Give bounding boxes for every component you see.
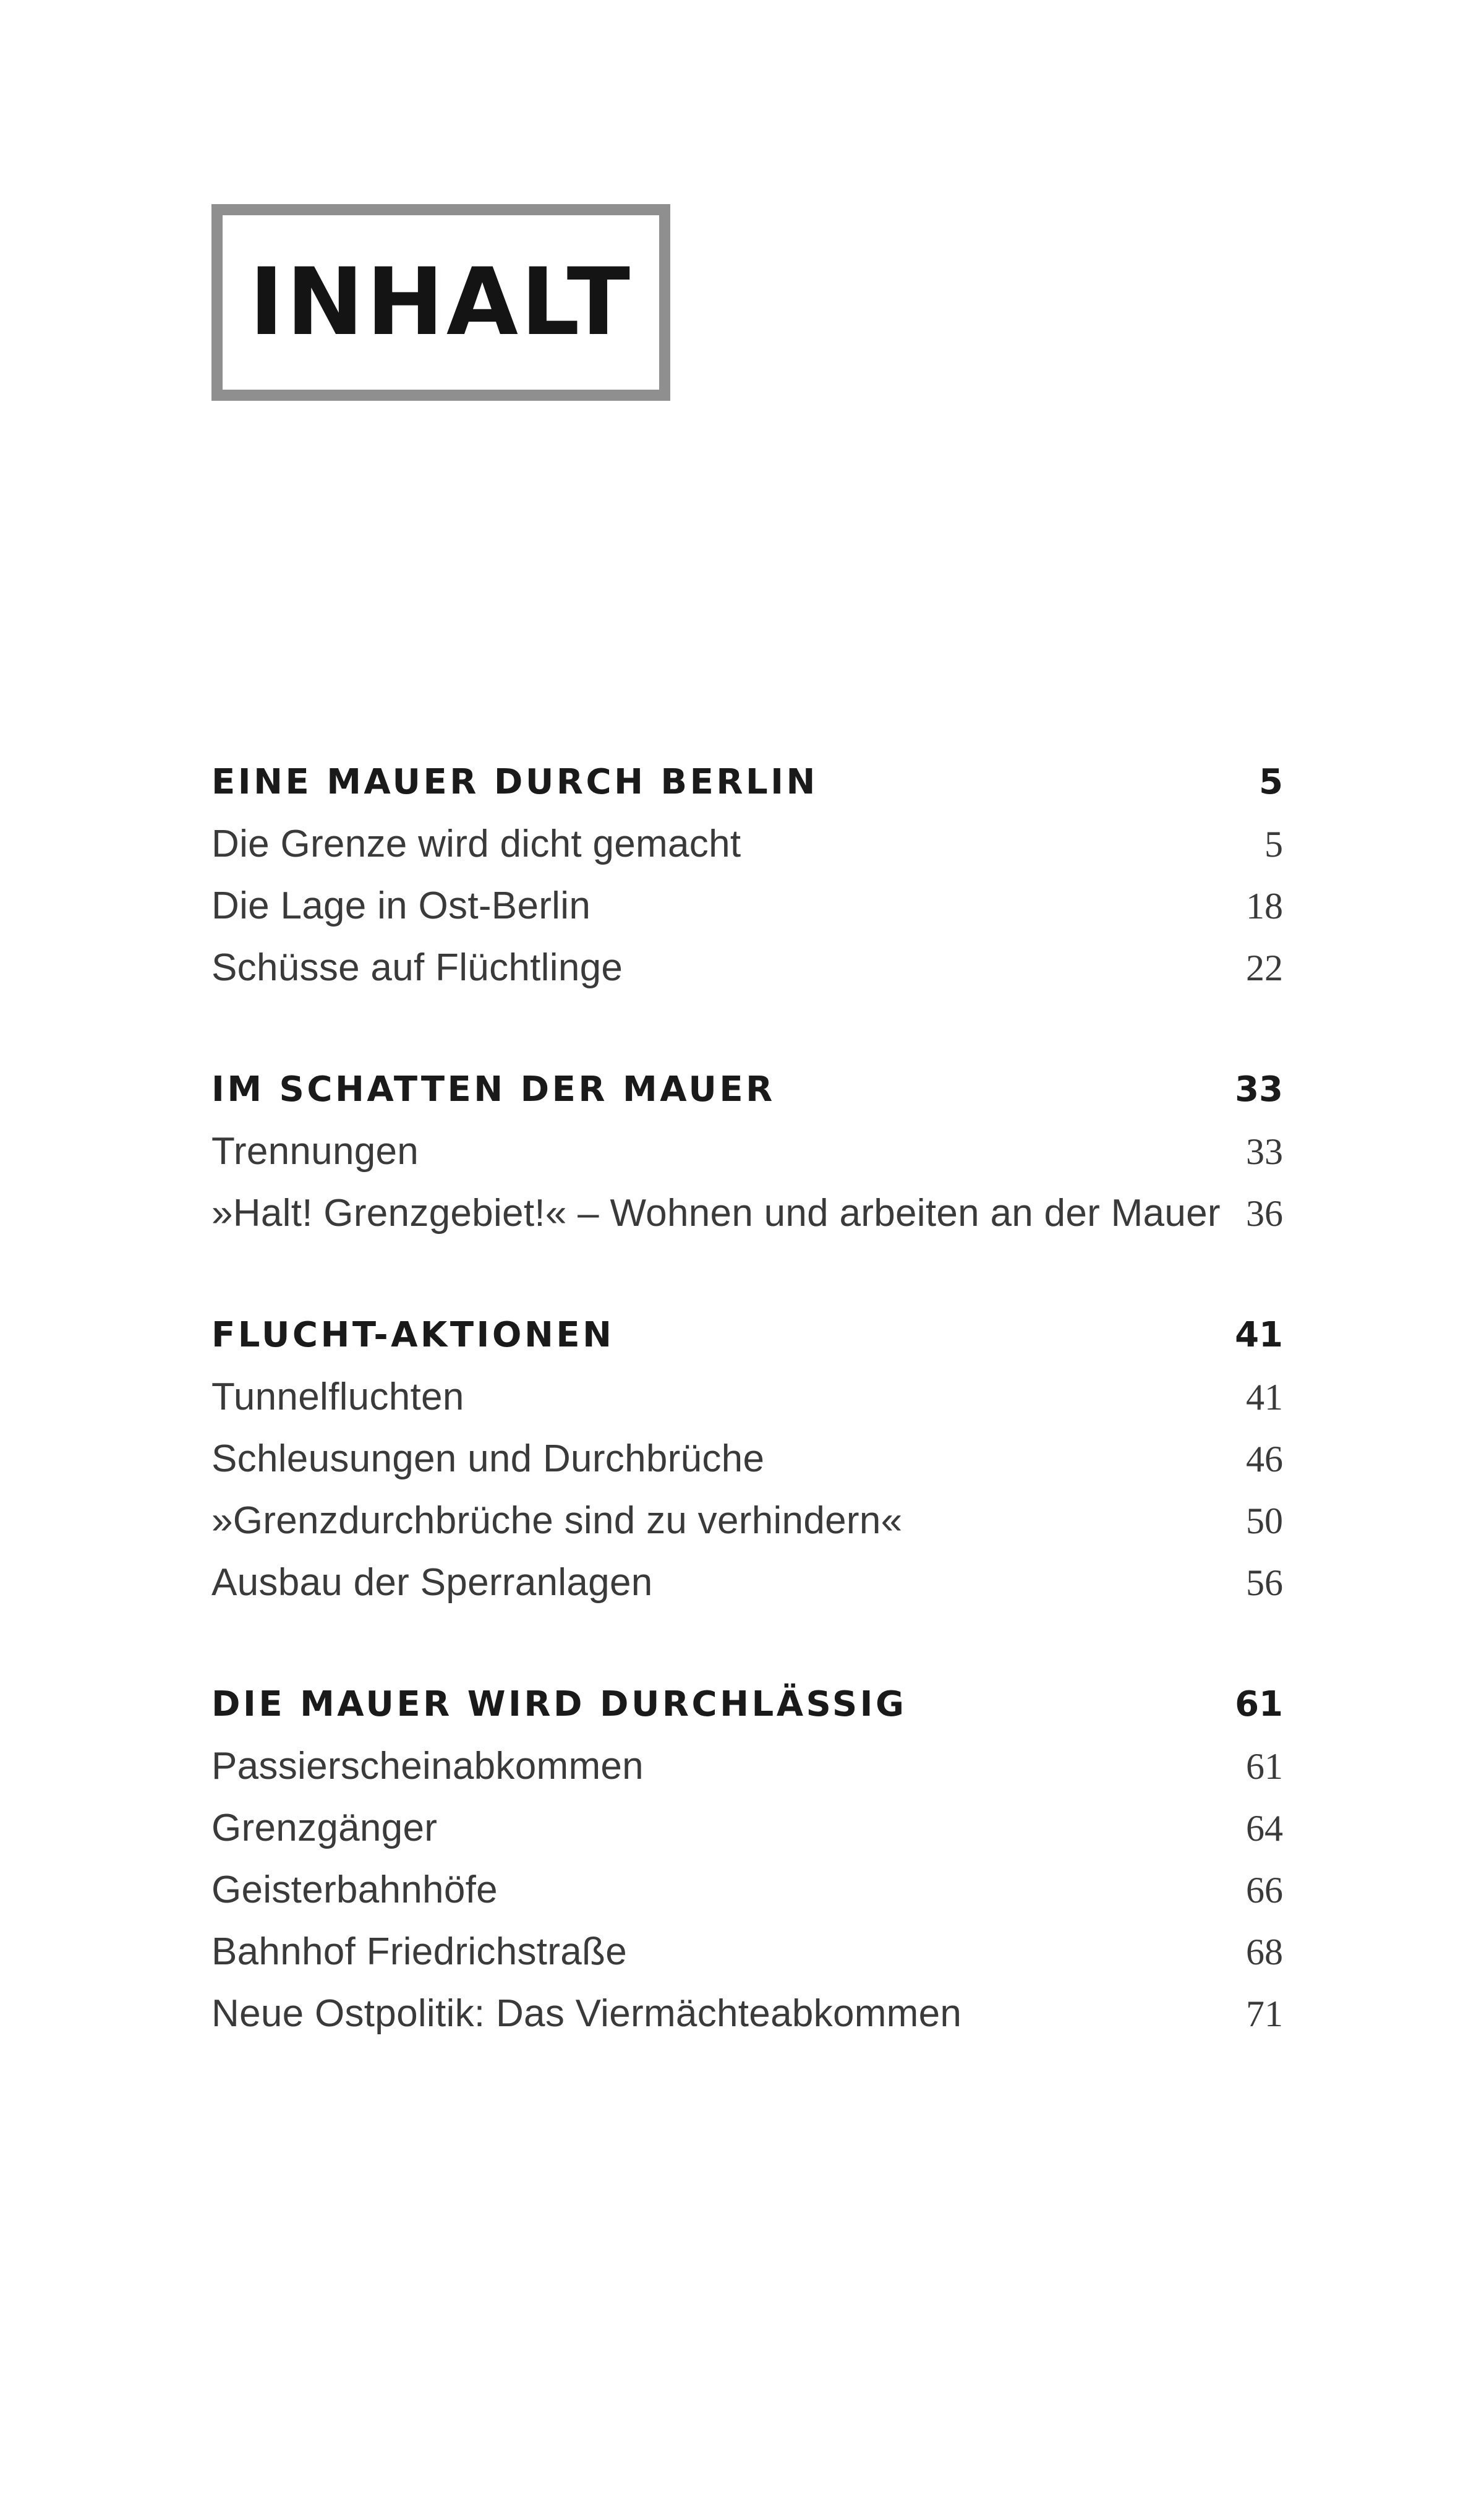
section-page-number: 33: [1235, 1069, 1283, 1110]
toc-entry[interactable]: [211, 1736, 1283, 1797]
entry-title: Geisterbahnhöfe: [211, 1869, 498, 1911]
entry-page-number: 36: [1246, 1193, 1283, 1234]
entry-page-number: 46: [1246, 1439, 1283, 1479]
entry-title: Ausbau der Sperranlagen: [211, 1561, 653, 1604]
entry-title: Bahnhof Friedrichstraße: [211, 1930, 627, 1973]
toc-entry[interactable]: [211, 937, 1283, 999]
entry-title: »Halt! Grenzgebiet!« – Wohnen und arbeiten an der Mauer: [211, 1192, 1221, 1235]
toc-section-heading[interactable]: [211, 1059, 1283, 1121]
entry-title: Tunnelfluchten: [211, 1376, 464, 1418]
table-of-contents: [211, 751, 1283, 2105]
toc-section-heading[interactable]: [211, 1674, 1283, 1736]
toc-entry[interactable]: [211, 1428, 1283, 1490]
entry-page-number: 22: [1246, 948, 1283, 988]
entry-title: Grenzgänger: [211, 1807, 438, 1849]
section-title: IM SCHATTEN DER MAUER: [211, 1069, 775, 1110]
page-title: INHALT: [249, 249, 633, 356]
toc-entry[interactable]: [211, 1490, 1283, 1552]
section-page-number: 41: [1235, 1315, 1283, 1355]
toc-section-heading[interactable]: [211, 1304, 1283, 1366]
toc-entry[interactable]: [211, 1797, 1283, 1859]
entry-title: Passierscheinabkommen: [211, 1745, 644, 1787]
entry-title: Trennungen: [211, 1130, 419, 1173]
entry-page-number: 41: [1246, 1377, 1283, 1418]
entry-page-number: 68: [1246, 1932, 1283, 1972]
entry-page-number: 5: [1264, 824, 1283, 865]
toc-entry[interactable]: [211, 1121, 1283, 1183]
entry-page-number: 18: [1246, 886, 1283, 927]
section-page-number: 61: [1235, 1684, 1283, 1724]
toc-entry[interactable]: [211, 1183, 1283, 1244]
section-title: DIE MAUER WIRD DURCHLÄSSIG: [211, 1684, 907, 1724]
toc-entry[interactable]: [211, 875, 1283, 937]
toc-section-heading[interactable]: [211, 751, 1283, 813]
section-page-number: 5: [1259, 762, 1283, 802]
toc-entry[interactable]: [211, 1983, 1283, 2045]
entry-title: Die Grenze wird dicht gemacht: [211, 823, 741, 865]
toc-section-1: [211, 751, 1283, 999]
entry-page-number: 50: [1246, 1500, 1283, 1541]
entry-page-number: 64: [1246, 1808, 1283, 1849]
entry-page-number: 61: [1246, 1746, 1283, 1787]
toc-entry[interactable]: [211, 1859, 1283, 1921]
entry-page-number: 56: [1246, 1562, 1283, 1603]
entry-title: Schleusungen und Durchbrüche: [211, 1437, 765, 1480]
section-title: FLUCHT-AKTIONEN: [211, 1315, 615, 1355]
toc-section-3: [211, 1304, 1283, 1614]
section-title: EINE MAUER DURCH BERLIN: [211, 762, 818, 802]
toc-entry[interactable]: [211, 1921, 1283, 1983]
title-box: [211, 204, 670, 401]
toc-section-2: [211, 1059, 1283, 1244]
entry-title: Neue Ostpolitik: Das Viermächteabkommen: [211, 1992, 962, 2035]
entry-title: Schüsse auf Flüchtlinge: [211, 946, 623, 989]
entry-title: »Grenzdurchbrüche sind zu verhindern«: [211, 1499, 903, 1542]
entry-page-number: 66: [1246, 1870, 1283, 1911]
toc-entry[interactable]: [211, 813, 1283, 875]
entry-page-number: 33: [1246, 1131, 1283, 1172]
toc-entry[interactable]: [211, 1366, 1283, 1428]
entry-title: Die Lage in Ost-Berlin: [211, 884, 591, 927]
toc-entry[interactable]: [211, 1552, 1283, 1614]
toc-section-4: [211, 1674, 1283, 2045]
entry-page-number: 71: [1246, 1993, 1283, 2034]
